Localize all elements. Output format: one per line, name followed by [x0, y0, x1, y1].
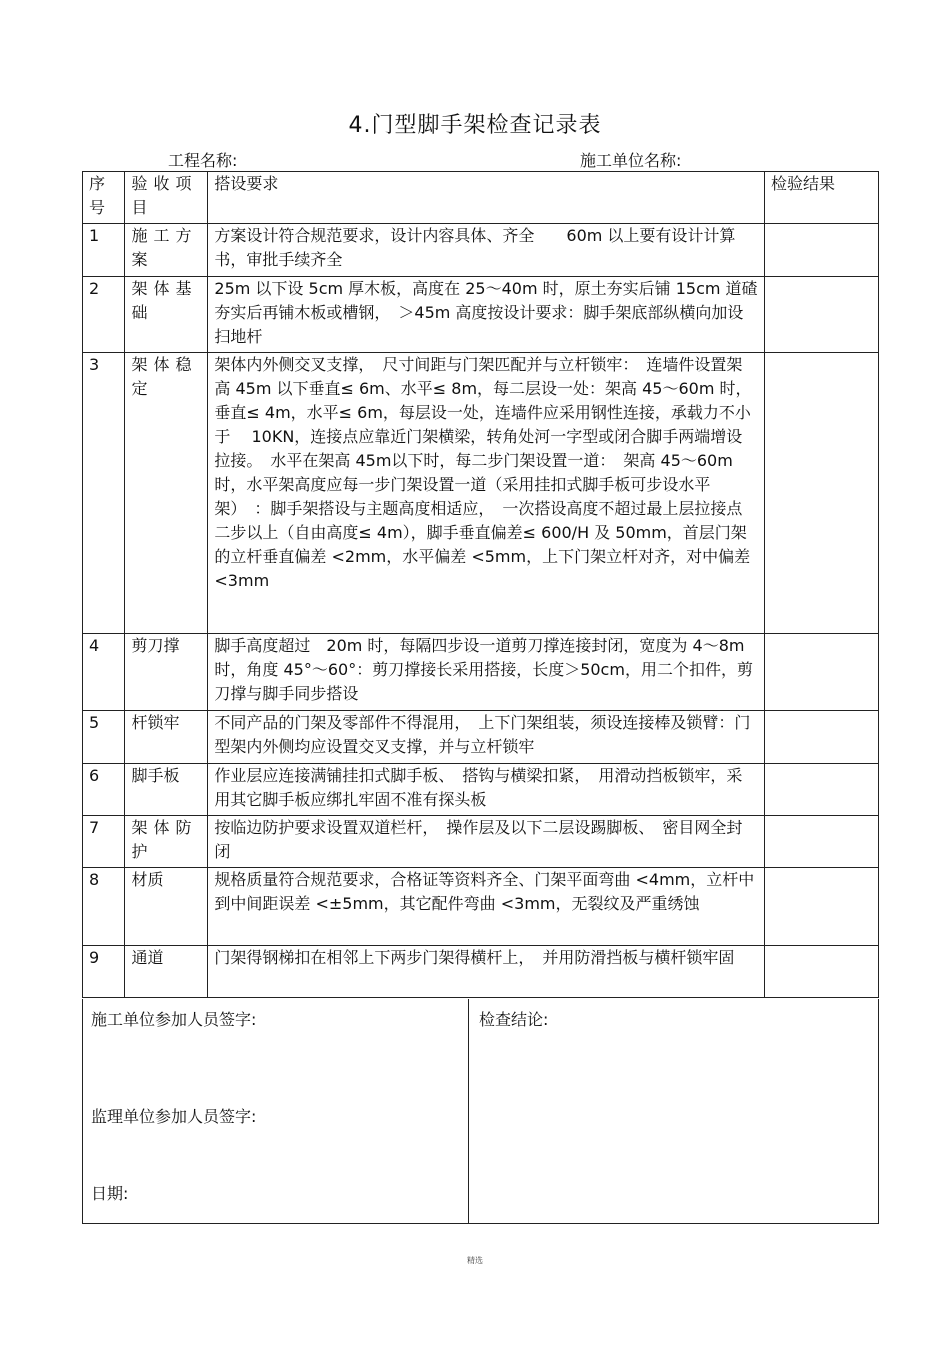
row-result [764, 353, 878, 634]
row-item: 杆锁牢 [125, 711, 208, 764]
date-label: 日期: [91, 1184, 129, 1203]
table-row [83, 277, 879, 353]
row-requirement: 方案设计符合规范要求，设计内容具体、齐全 60m 以上要有设计计算书，审批手续齐全 [208, 224, 765, 277]
project-name-label: 工程名称: [168, 151, 238, 170]
document-title: 4.门型脚手架检查记录表 [348, 113, 602, 138]
inspection-conclusion-label: 检查结论: [479, 1010, 549, 1029]
header-requirement: 搭设要求 [208, 172, 765, 224]
construction-unit-label: 施工单位名称: [580, 151, 682, 170]
row-result [764, 634, 878, 711]
row-item: 架体防护 [125, 816, 208, 868]
row-result [764, 711, 878, 764]
signature-left-panel [83, 999, 469, 1223]
row-result [764, 816, 878, 868]
inspection-table [82, 171, 879, 998]
construction-signature-label: 施工单位参加人员签字: [91, 1010, 257, 1029]
signature-section [82, 999, 879, 1224]
table-row [83, 868, 879, 946]
row-requirement: 架体内外侧交叉支撑， 尺寸间距与门架匹配并与立杆锁牢： 连墙件设置架高 45m 以下垂直≤ 6m、水平≤ 8m，每二层设一处：架高 45～60m 时，垂直≤ 4m，水平≤ 6m，每层设一处，连墙件应采用钢性连接，承载力不小于 10KN，连接点应靠近门架横梁，转角处河一字型或闭合脚手两端增设拉接。 水平在架高 45m以下时，每二步门架设置一道： 架高 45～60m时，水平架高度应每一步门架设置一道（采用挂扣式脚手板可步设水平架） ：脚手架搭设与主题高度相适应， 一次搭设高度不超过最上层拉接点二步以上（自由高度≤ 4m），脚手垂直偏差≤ 600/H 及 50mm，首层门架的立杆垂直偏差 <2mm，水平偏差 <5mm，上下门架立杆对齐，对中偏差 <3mm [208, 353, 765, 634]
header-no: 序号 [83, 172, 125, 224]
row-item: 架体基础 [125, 277, 208, 353]
row-no: 5 [83, 711, 125, 764]
row-item: 剪刀撑 [125, 634, 208, 711]
table-row [83, 816, 879, 868]
table-header-row [83, 172, 879, 224]
row-result [764, 764, 878, 816]
row-no: 2 [83, 277, 125, 353]
row-requirement: 按临边防护要求设置双道栏杆， 操作层及以下二层设踢脚板、 密目网全封闭 [208, 816, 765, 868]
row-item: 脚手板 [125, 764, 208, 816]
row-no: 4 [83, 634, 125, 711]
row-item: 通道 [125, 946, 208, 998]
header-item: 验收项目 [125, 172, 208, 224]
table-row [83, 764, 879, 816]
row-no: 8 [83, 868, 125, 946]
row-no: 6 [83, 764, 125, 816]
row-requirement: 作业层应连接满铺挂扣式脚手板、 搭钩与横梁扣紧， 用滑动挡板锁牢，采用其它脚手板应绑扎牢固不准有探头板 [208, 764, 765, 816]
row-no: 7 [83, 816, 125, 868]
row-requirement: 脚手高度超过 20m 时，每隔四步设一道剪刀撑连接封闭，宽度为 4～8m 时，角度 45°～60°：剪刀撑接长采用搭接，长度＞50cm，用二个扣件，剪刀撑与脚手同步搭设 [208, 634, 765, 711]
row-item: 材质 [125, 868, 208, 946]
row-result [764, 224, 878, 277]
row-result [764, 868, 878, 946]
row-requirement: 规格质量符合规范要求，合格证等资料齐全、门架平面弯曲 <4mm，立杆中到中间距误差 <±5mm，其它配件弯曲 <3mm，无裂纹及严重绣蚀 [208, 868, 765, 946]
row-result [764, 277, 878, 353]
row-no: 3 [83, 353, 125, 634]
table-row [83, 224, 879, 277]
row-requirement: 25m 以下设 5cm 厚木板，高度在 25～40m 时，原土夯实后铺 15cm 道碴夯实后再铺木板或槽钢， ＞45m 高度按设计要求：脚手架底部纵横向加设扫地杆 [208, 277, 765, 353]
footer-mark: 精选 [467, 1256, 483, 1265]
row-no: 1 [83, 224, 125, 277]
supervision-signature-label: 监理单位参加人员签字: [91, 1107, 257, 1126]
table-row [83, 711, 879, 764]
row-item: 施工方案 [125, 224, 208, 277]
row-item: 架体稳定 [125, 353, 208, 634]
table-row [83, 634, 879, 711]
table-row [83, 353, 879, 634]
row-no: 9 [83, 946, 125, 998]
table-row [83, 946, 879, 998]
row-requirement: 不同产品的门架及零部件不得混用， 上下门架组装，须设连接棒及锁臂：门型架内外侧均应设置交叉支撑，并与立杆锁牢 [208, 711, 765, 764]
header-result: 检验结果 [764, 172, 878, 224]
row-requirement: 门架得钢梯扣在相邻上下两步门架得横杆上， 并用防滑挡板与横杆锁牢固 [208, 946, 765, 998]
row-result [764, 946, 878, 998]
